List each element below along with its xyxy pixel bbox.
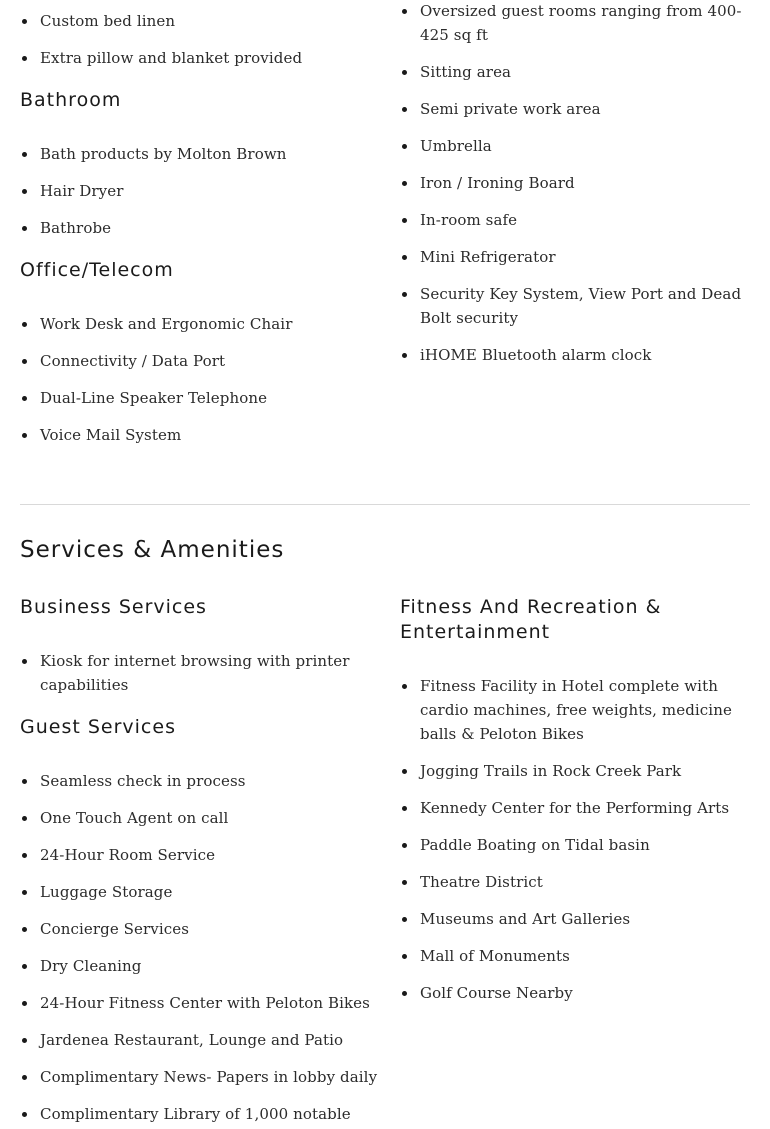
list-item: Dual-Line Speaker Telephone [20, 386, 380, 410]
list-item: Complimentary Library of 1,000 notable [20, 1102, 380, 1126]
guest-services-heading: Guest Services [20, 716, 176, 738]
list-item: Connectivity / Data Port [20, 349, 380, 373]
list-item: Security Key System, View Port and Dead Bolt security [400, 282, 750, 330]
fitness-recreation-heading: Fitness And Recreation & Entertainment [400, 596, 662, 643]
list-item: Sitting area [400, 60, 750, 84]
services-right-column [400, 595, 750, 1018]
list-item: Extra pillow and blanket provided [20, 46, 380, 70]
list-item: Theatre District [400, 870, 750, 894]
list-item: Voice Mail System [20, 423, 380, 447]
office-list [20, 312, 380, 447]
list-item: Seamless check in process [20, 769, 380, 793]
list-item: Semi private work area [400, 97, 750, 121]
list-item: In-room safe [400, 208, 750, 232]
list-item: 24-Hour Fitness Center with Peloton Bikes [20, 991, 380, 1015]
guest-services-list [20, 769, 380, 1126]
bathroom-heading: Bathroom [20, 89, 122, 111]
list-item: Bathrobe [20, 216, 380, 240]
list-item: Mini Refrigerator [400, 245, 750, 269]
bathroom-list [20, 142, 380, 240]
list-item: Golf Course Nearby [400, 981, 750, 1005]
list-item: Bath products by Molton Brown [20, 142, 380, 166]
services-left-column [20, 595, 380, 1129]
list-item: iHOME Bluetooth alarm clock [400, 343, 750, 367]
room-items-list [400, 0, 750, 367]
room-features-left-column [20, 9, 380, 460]
services-amenities-title: Services & Amenities [20, 537, 285, 563]
list-item: One Touch Agent on call [20, 806, 380, 830]
office-telecom-heading: Office/Telecom [20, 259, 174, 281]
list-item: Custom bed linen [20, 9, 380, 33]
list-item: Kiosk for internet browsing with printer capabilities [20, 649, 380, 697]
list-item: Complimentary News- Papers in lobby daily [20, 1065, 380, 1089]
business-services-list [20, 649, 380, 697]
list-item: Dry Cleaning [20, 954, 380, 978]
list-item: Kennedy Center for the Performing Arts [400, 796, 750, 820]
list-item: Fitness Facility in Hotel complete with cardio machines, free weights, medicine balls & Peloton Bikes [400, 674, 750, 746]
list-item: Museums and Art Galleries [400, 907, 750, 931]
list-item: 24-Hour Room Service [20, 843, 380, 867]
list-item: Paddle Boating on Tidal basin [400, 833, 750, 857]
list-item: Oversized guest rooms ranging from 400-425 sq ft [400, 0, 750, 47]
bedding-list [20, 9, 380, 70]
list-item: Mall of Monuments [400, 944, 750, 968]
list-item: Work Desk and Ergonomic Chair [20, 312, 380, 336]
list-item: Jogging Trails in Rock Creek Park [400, 759, 750, 783]
list-item: Umbrella [400, 134, 750, 158]
list-item: Luggage Storage [20, 880, 380, 904]
list-item: Iron / Ironing Board [400, 171, 750, 195]
list-item: Concierge Services [20, 917, 380, 941]
list-item: Jardenea Restaurant, Lounge and Patio [20, 1028, 380, 1052]
business-services-heading: Business Services [20, 596, 207, 618]
section-divider [20, 504, 750, 505]
fitness-recreation-list [400, 674, 750, 1005]
room-features-right-column [400, 0, 750, 380]
list-item: Hair Dryer [20, 179, 380, 203]
